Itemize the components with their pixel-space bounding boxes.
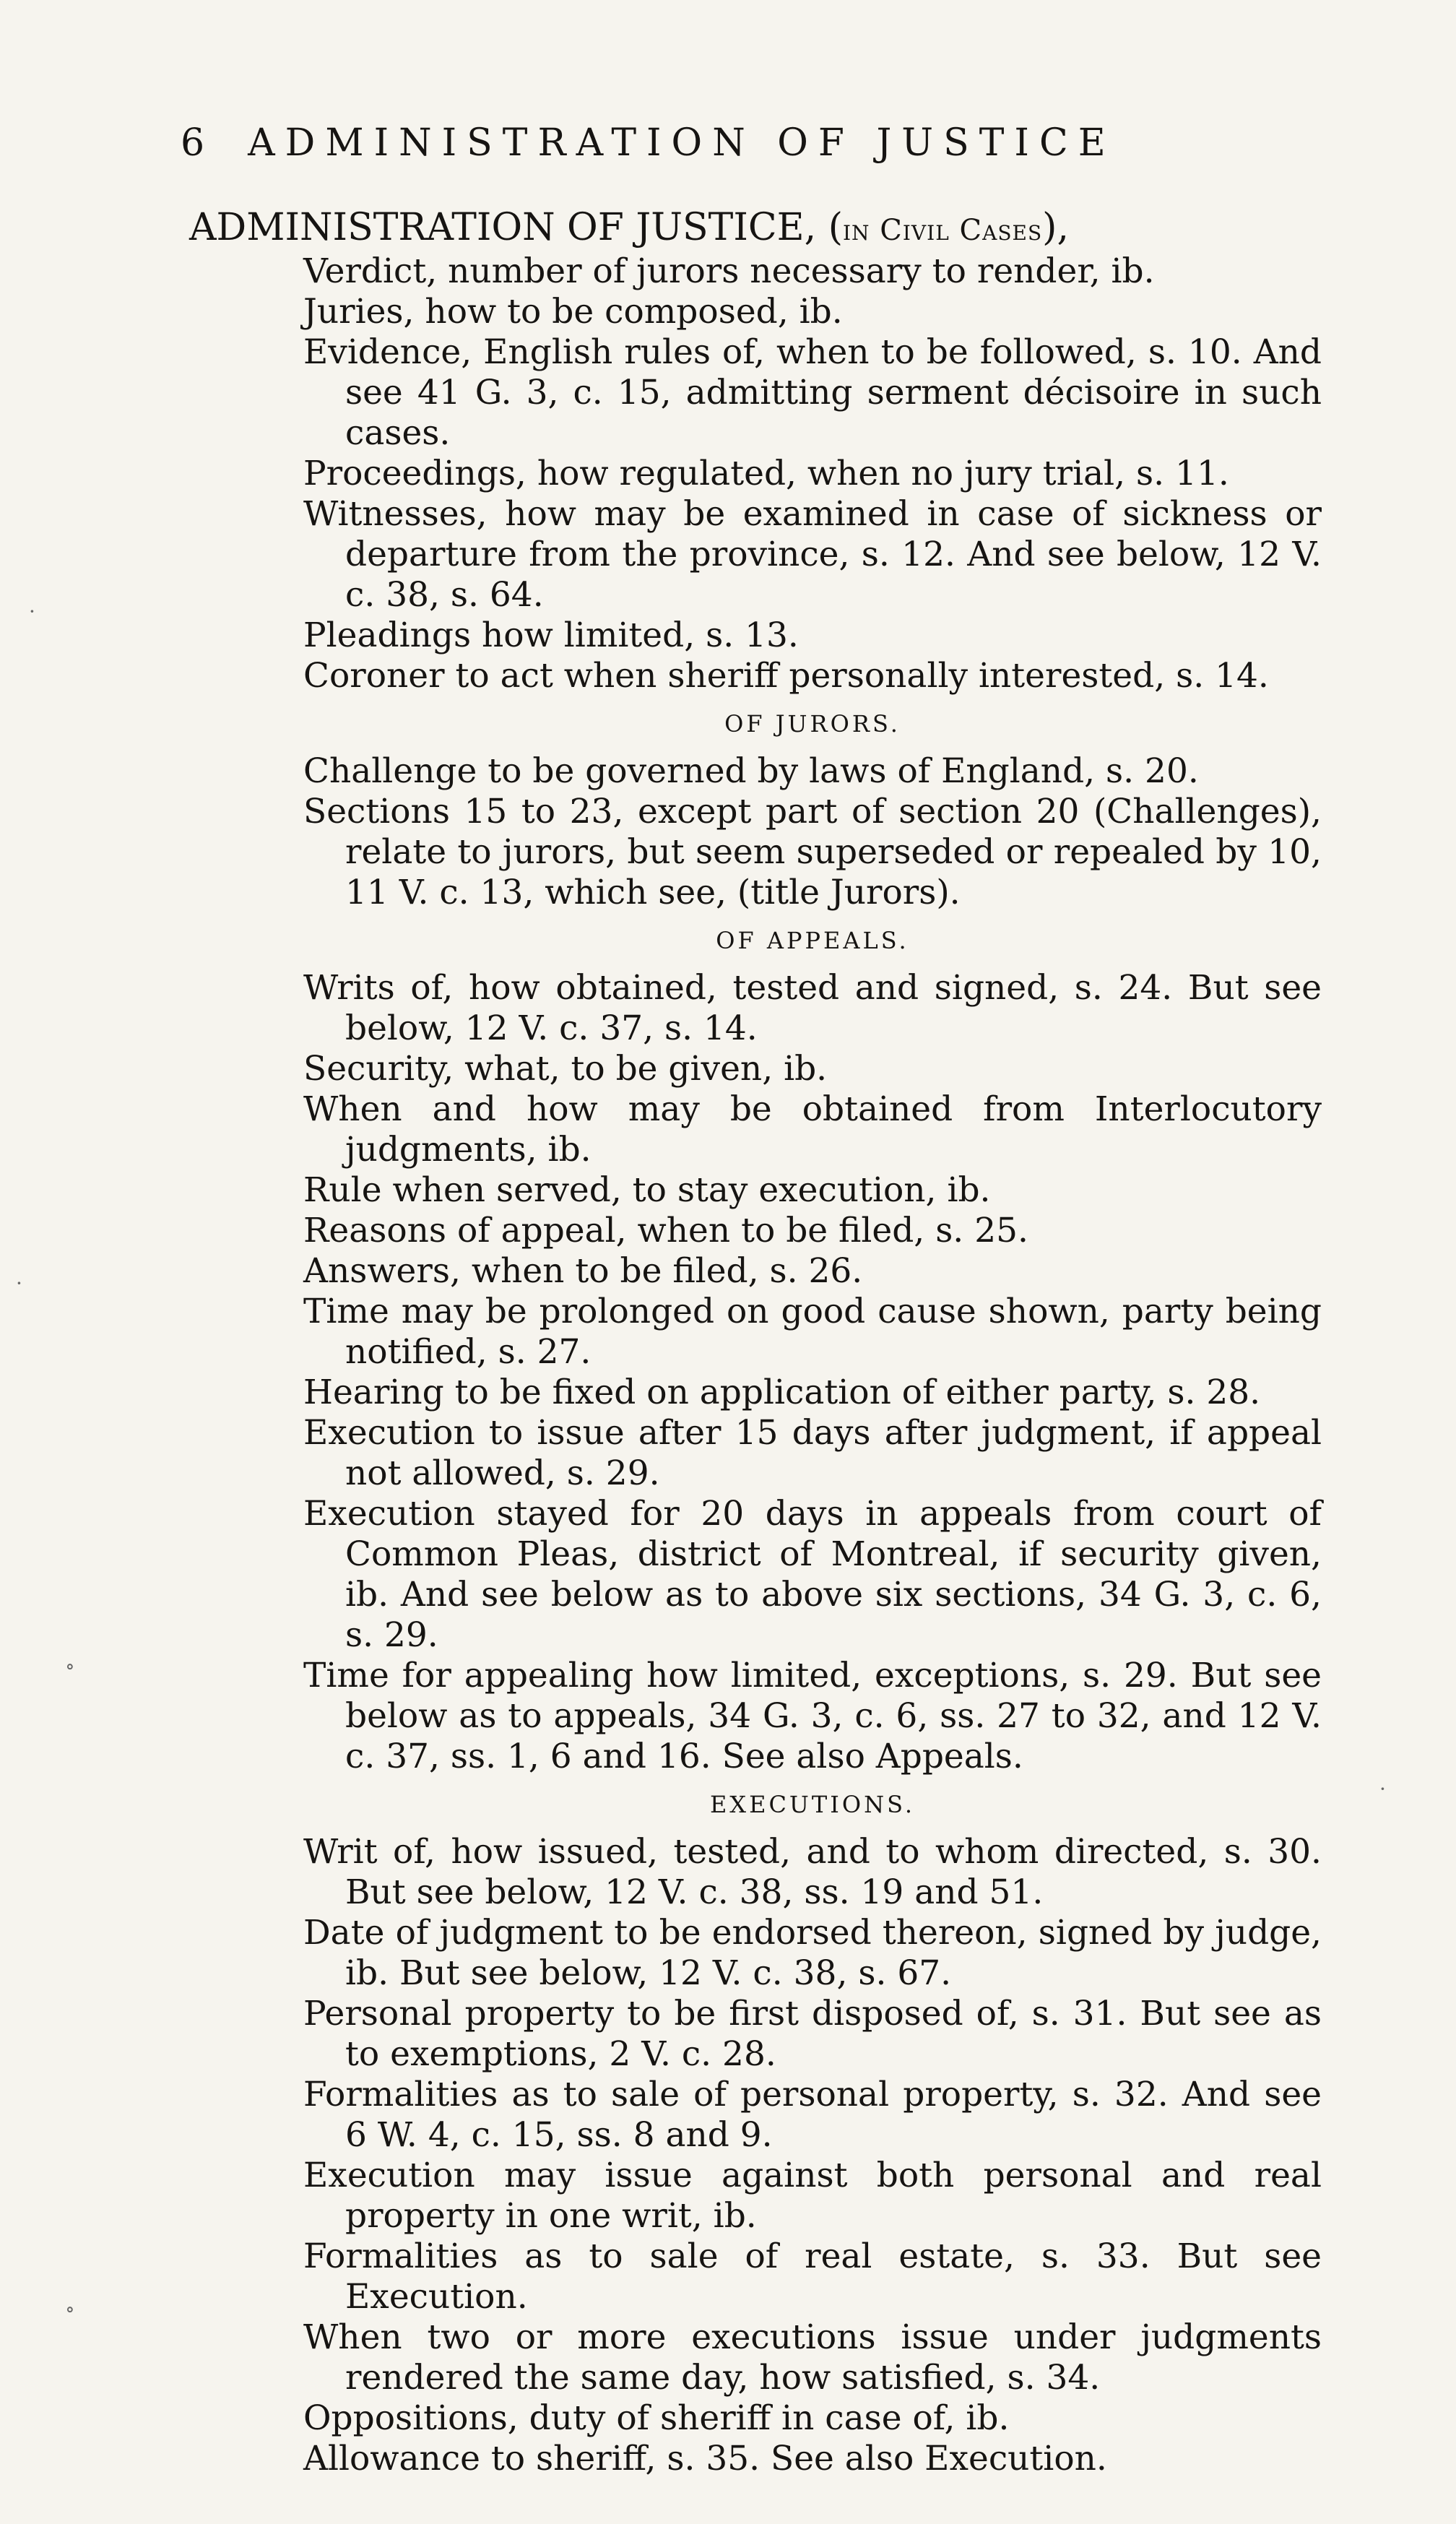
scan-speck: ∘ <box>65 1654 75 1678</box>
index-entry: Writ of, how issued, tested, and to whom directed, s. 30. But see below, 12 V. c. 38, ss. 19 and 51. <box>303 1832 1322 1912</box>
index-entry: Answers, when to be filed, s. 26. <box>303 1251 863 1291</box>
index-entry: Execution stayed for 20 days in appeals from court of Common Pleas, district of Montreal, if security given, ib. And see below as to above six sections, 34 G. 3, c. 6, s. 29. <box>303 1494 1322 1655</box>
index-entry: Formalities as to sale of real estate, s. 33. But see Execution. <box>303 2236 1322 2317</box>
index-entry: Witnesses, how may be examined in case of sickness or departure from the province, s. 12. And see below, 12 V. c. 38, s. 64. <box>303 494 1322 615</box>
index-entry: Verdict, number of jurors necessary to render, ib. <box>303 251 1155 291</box>
section-title <box>189 206 1069 249</box>
page-number: 6 <box>181 121 205 165</box>
index-entry: Formalities as to sale of personal property, s. 32. And see 6 W. 4, c. 15, ss. 8 and 9. <box>303 2075 1322 2155</box>
index-entry: Hearing to be fixed on application of either party, s. 28. <box>303 1373 1261 1412</box>
index-entry: When two or more executions issue under judgments rendered the same day, how satisfied, s. 34. <box>303 2317 1322 2398</box>
index-entry: Proceedings, how regulated, when no jury trial, s. 11. <box>303 454 1229 493</box>
running-title: ADMINISTRATION OF JUSTICE <box>248 121 1116 165</box>
section-title-main: ADMINISTRATION OF JUSTICE, <box>189 206 817 249</box>
index-entry: When and how may be obtained from Interlocutory judgments, ib. <box>303 1089 1322 1170</box>
index-entry: Allowance to sheriff, s. 35. See also Execution. <box>303 2439 1107 2478</box>
index-entry: Time for appealing how limited, exceptions, s. 29. But see below as to appeals, 34 G. 3, c. 6, ss. 27 to 32, and 12 V. c. 37, ss. 1, 6 and 16. See also Appeals. <box>303 1656 1322 1776</box>
index-entry: Sections 15 to 23, except part of section 20 (Challenges), relate to jurors, but seem superseded or repealed by 10, 11 V. c. 13, which see, (title Jurors). <box>303 792 1322 912</box>
index-entry: Date of judgment to be endorsed thereon, signed by judge, ib. But see below, 12 V. c. 38, s. 67. <box>303 1913 1322 1993</box>
index-entry: Execution to issue after 15 days after judgment, if appeal not allowed, s. 29. <box>303 1413 1322 1493</box>
index-entry: Challenge to be governed by laws of England, s. 20. <box>303 751 1199 791</box>
index-entry: Juries, how to be composed, ib. <box>303 292 843 332</box>
index-entry: Coroner to act when sheriff personally interested, s. 14. <box>303 656 1269 696</box>
scan-speck: · <box>29 600 35 623</box>
index-entry: Evidence, English rules of, when to be followed, s. 10. And see 41 G. 3, c. 15, admitting serment décisoire in such cases. <box>303 332 1322 453</box>
running-head <box>181 121 1264 165</box>
index-entry: Rule when served, to stay execution, ib. <box>303 1170 991 1210</box>
scan-speck: ∘ <box>65 2297 75 2321</box>
section-title-close: ), <box>1042 206 1069 249</box>
scan-speck: · <box>16 1271 22 1295</box>
index-entry: Personal property to be first disposed of, s. 31. But see as to exemptions, 2 V. c. 28. <box>303 1994 1322 2074</box>
subheading-executions: EXECUTIONS. <box>709 1791 916 1818</box>
subheading-appeals: OF APPEALS. <box>716 927 909 954</box>
index-entry: Reasons of appeal, when to be filed, s. 25. <box>303 1211 1028 1250</box>
index-entry: Oppositions, duty of sheriff in case of, ib. <box>303 2398 1010 2438</box>
index-entry: Security, what, to be given, ib. <box>303 1049 828 1089</box>
index-entry: Writs of, how obtained, tested and signed, s. 24. But see below, 12 V. c. 37, s. 14. <box>303 968 1322 1048</box>
index-entries <box>303 251 1322 2479</box>
index-entry: Pleadings how limited, s. 13. <box>303 615 799 655</box>
subheading-jurors: OF JURORS. <box>724 710 901 738</box>
scan-speck: · <box>1379 1777 1386 1801</box>
section-title-qualifier: in Civil Cases <box>842 214 1043 247</box>
index-entry: Execution may issue against both personal and real property in one writ, ib. <box>303 2156 1322 2236</box>
index-entry: Time may be prolonged on good cause shown, party being notified, s. 27. <box>303 1292 1322 1372</box>
section-title-open: ( <box>828 206 843 249</box>
